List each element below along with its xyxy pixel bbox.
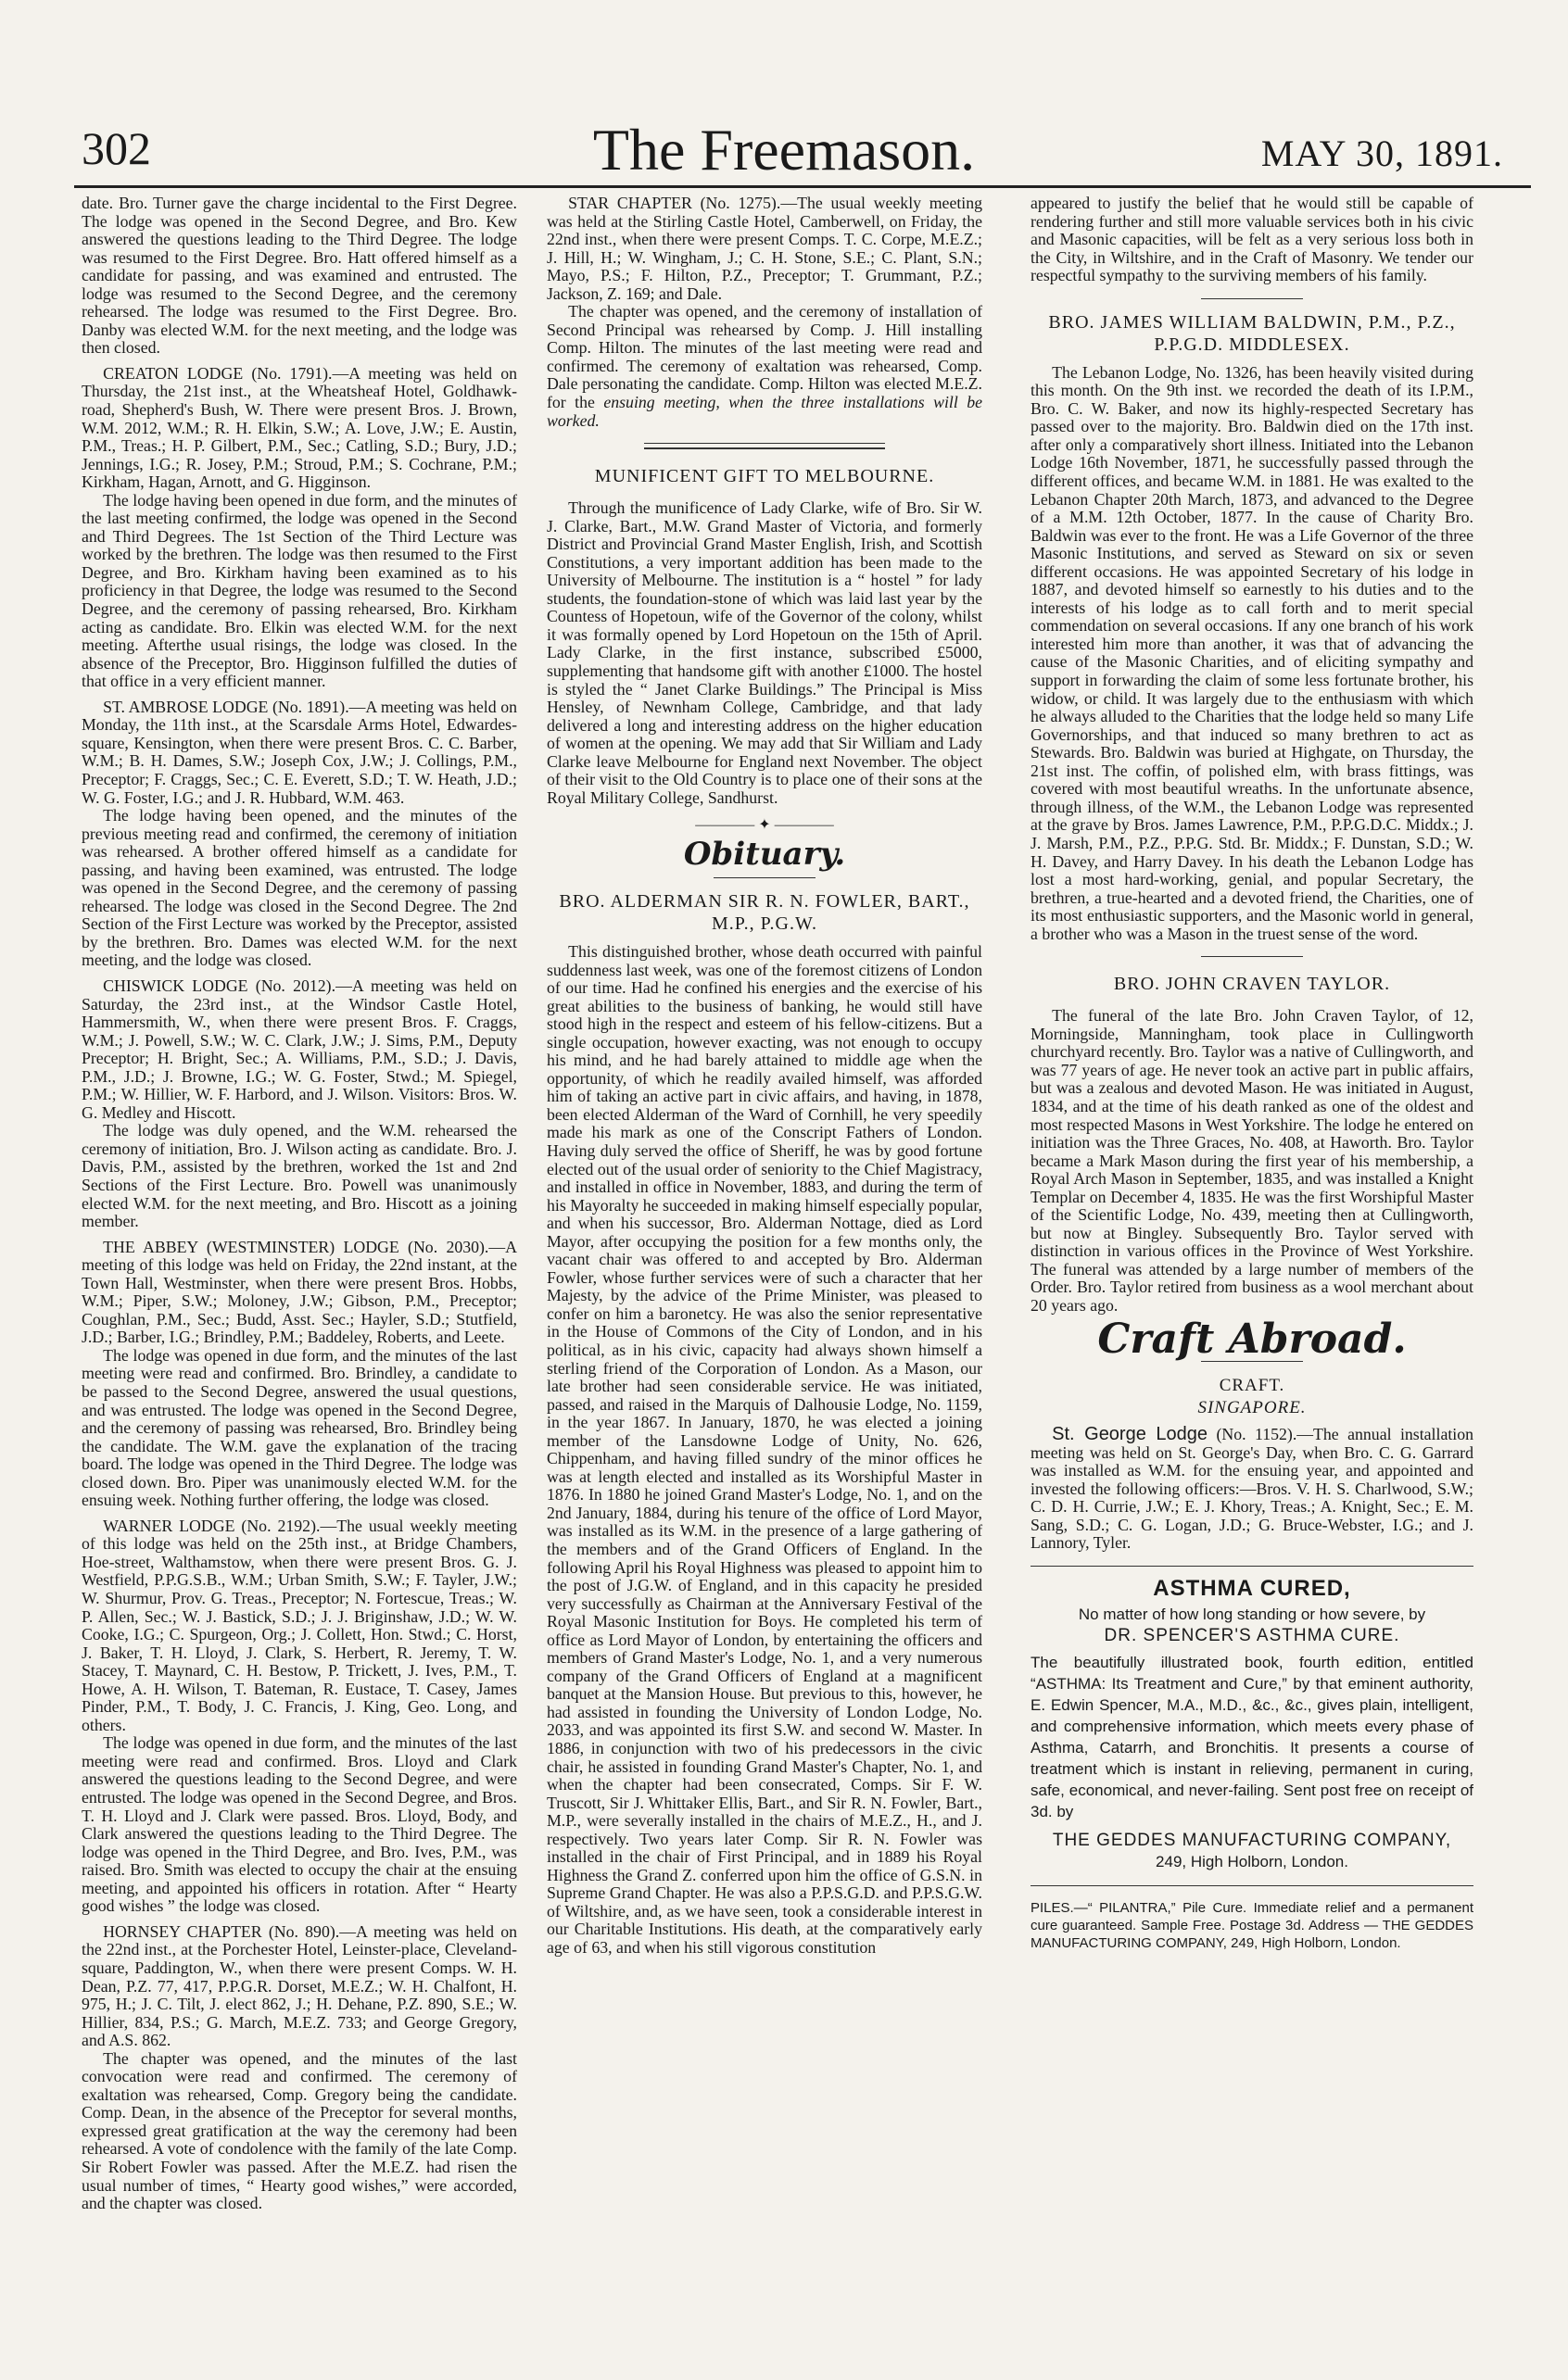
obituary-heading-fowler: BRO. ALDERMAN SIR R. N. FOWLER, BART.,: [559, 890, 970, 912]
divider: [1201, 956, 1303, 957]
article-text-italic: ensuing meeting, when the three installations will be worked.: [547, 393, 983, 430]
lodge-heading: CHISWICK LODGE (No. 2012).: [103, 976, 336, 995]
ad-body-text: The beautifully illustrated book, fourth edition, entitled “ASTHMA: Its Treatment and Cure,” by that eminent authority, E. Edwin Spencer, M.A., M.D., &c., &c., gives plain, intelligent, and comprehensive information, which meets every phase of Asthma, Catarrh, and Bronchitis. It presents a course of treatment which is instant in relieving, permanent in curing, safe, economical, and never-failing. Sent post free on receipt of 3d. by: [1031, 1653, 1473, 1820]
article-continuation: date. Bro. Turner gave the charge incidental to the First Degree. The lodge was opened in the Second Degree, and Bro. Kew answered the questions leading to the Third Degree. The lodge was resumed to the First Degree. Bro. Hatt offered himself as a candidate for passing, and was examined and entrusted. The lodge was resumed to the Second Degree, and the ceremony rehearsed. The lodge was resumed to the First Degree. Bro. Danby was elected W.M. for the next meeting, and the lodge was then closed.: [82, 194, 517, 358]
ad-line: DR. SPENCER'S ASTHMA CURE.: [1104, 1625, 1400, 1645]
header-rule: [74, 185, 1531, 188]
divider: [1031, 1885, 1473, 1886]
section-heading-obituary: Obituary.: [683, 835, 846, 873]
ornament-divider: ———— ✦ ————: [695, 817, 834, 834]
page-title: The Freemason.: [592, 117, 976, 183]
obituary-subheading-fowler: M.P., P.G.W.: [711, 913, 818, 934]
article-chiswick: [82, 977, 517, 1122]
article-paragraph: The lodge having been opened in due form, and the minutes of the last meeting confirmed, the lodge was opened in the Second and Third Degrees. The 1st Section of the Third Lecture was worked by the brethren. The lodge was then resumed to the First Degree, and Bro. Kirkham having been examined as to his proficiency in that Degree, the lodge was resumed to the Second Degree, and the ceremony of passing rehearsed, Bro. Kirkham acting as candidate. Bro. Elkin was elected W.M. for the next meeting. Afterthe usual risings, the lodge was closed. In the absence of the Preceptor, Bro. Higginson fulfilled the duties of that office in a very efficient manner.: [82, 490, 517, 691]
page-number: 302: [82, 122, 151, 174]
section-heading-craft-abroad: Craft Abroad.: [1097, 1315, 1407, 1363]
article-text: —The usual weekly meeting was held at the Stirling Castle Hotel, Camberwell, on Friday, the 22nd inst., when there were present Comps. T. C. Corpe, M.E.Z.; J. Hill, H.; W. Wingham, J.; C. H. Stone, S.E.; C. Plant, S.N.; Mayo, P.S.; F. Hilton, P.Z., Preceptor; T. Grummant, P.Z.; Jackson, Z. 169; and Dale.: [547, 194, 983, 303]
ad-company: THE GEDDES MANUFACTURING COMPANY,: [1052, 1830, 1452, 1850]
lodge-heading: THE ABBEY (WESTMINSTER) LODGE (No. 2030).: [103, 1237, 489, 1256]
article-continuation: appeared to justify the belief that he would still be capable of rendering further and still more valuable services both in his civic and Masonic capacities, will be felt as a very serious loss both in the City, in Wiltshire, and in the Craft of Masonry. We tender our respectful sympathy to the surviving members of his family.: [1031, 194, 1473, 285]
article-text: —A meeting was held on Monday, the 11th inst., at the Scarsdale Arms Hotel, Edwardes-square, Kensington, when there were present Bros. C. C. Barber, W.M.; B. H. Dames, S.W.; Joseph Cox, J.W.; J. Collings, P.M., Preceptor; F. Craggs, Sec.; C. E. Everett, S.D.; T. W. Heath, J.D.; W. G. Foster, I.G.; and J. R. Hubbard, W.M. 463.: [82, 697, 517, 807]
obituary-heading-baldwin: BRO. JAMES WILLIAM BALDWIN, P.M., P.Z.,: [1048, 311, 1456, 333]
article-warner: [82, 1517, 517, 1735]
ad-line: No matter of how long standing or how severe, by: [1078, 1605, 1426, 1623]
column-2: [547, 195, 982, 1958]
article-text: —A meeting of this lodge was held on Friday, the 22nd instant, at the Town Hall, Westminster, when there were present Bros. Hobbs, W.M.; Piper, S.W.; Moloney, J.W.; Gibson, P.M., Preceptor; Coughlan, P.M., Sec.; Budd, Asst. Sec.; Hayler, S.D.; Stutfield, J.D.; Barber, I.G.; Brindley, P.M.; Baddeley, Roberts, and Leete.: [82, 1237, 517, 1347]
article-paragraph: [547, 303, 982, 430]
article-paragraph: The funeral of the late Bro. John Craven Taylor, of 12, Morningside, Manningham, took place in Cullingworth churchyard recently. Bro. Taylor was a native of Cullingworth, and was 77 years of age. He never took an active part in public affairs, but was a zealous and devoted Mason. He was initiated in August, 1834, and at the time of his death ranked as one of the oldest and most respected Masons in West Yorkshire. The lodge he entered on initiation was the Three Graces, No. 408, at Haworth. Bro. Taylor became a Mark Mason during the first year of his membership, a Royal Arch Mason in September, 1835, and was installed a Knight Templar on December 4, 1835. He was the first Worshipful Master of the Scientific Lodge, No. 439, meeting then at Cullingworth, but now at Bingley. Subsequently Bro. Taylor served with distinction in various offices in the Province of West Yorkshire. The funeral was attended by a large number of members of the Order. Bro. Taylor retired from business as a wool merchant about 20 years ago.: [1031, 1006, 1473, 1315]
article-paragraph: Through the munificence of Lady Clarke, wife of Bro. Sir W. J. Clarke, Bart., M.W. Grand Master of Victoria, and formerly District and Provincial Grand Master English, Irish, and Scottish Constitutions, a very important addition has been made to the University of Melbourne. The institution is a “ hostel ” for lady students, the foundation-stone of which was laid last year by the Countess of Hopetoun, wife of the Governor of the colony, whilst it was formally opened by Lord Hopetoun on the 15th of April. Lady Clarke, in the first instance, subscribed £5000, supplementing that handsome gift with another £1000. The hostel is styled the “ Janet Clarke Buildings.” The Principal is Miss Hensley, of Newnham College, Cambridge, and that lady delivered a long and interesting address on the higher education of women at the opening. We may add that Sir William and Lady Clarke leave Melbourne for England next November. The object of their visit to the Old Country is to place one of their sons at the Royal Military College, Sandhurst.: [547, 498, 982, 807]
lodge-heading: St. George Lodge: [1052, 1424, 1208, 1445]
article-paragraph: The chapter was opened, and the minutes of the last convocation were read and confirmed. The ceremony of exaltation was rehearsed, Comp. Gregory being the candidate. Comp. Dean, in the absence of the Preceptor for several months, expressed great gratification at the way the ceremony had been rehearsed. A vote of condolence with the family of the late Comp. Sir Robert Fowler was passed. After the M.E.Z. had risen the usual number of times, “ Hearty good wishes,” were accorded, and the chapter was closed.: [82, 2048, 517, 2213]
article-star: [547, 195, 982, 303]
article-text: —A meeting was held on Thursday, the 21st inst., at the Wheatsheaf Hotel, Goldhawk-road, Shepherd's Bush, W. There were present Bros. J. Brown, W.M. 2012, W.M.; R. H. Elkin, S.W.; A. Love, J.W.; E. Austin, P.M., Treas.; H. P. Gilbert, P.M., Sec.; Catling, S.D.; Bury, J.D.; Jennings, I.G.; R. Josey, P.M.; Stroud, P.M.; S. Cochrane, P.M.; Kirkham, Hagan, Arnott, and G. Higginson.: [82, 363, 517, 492]
article-hornsey: [82, 1923, 517, 2050]
lodge-heading: HORNSEY CHAPTER (No. 890).: [103, 1921, 340, 1941]
article-paragraph: The lodge was opened in due form, and the minutes of the last meeting were read and confirmed. Bro. Brindley, a candidate to be passed to the Second Degree, answered the usual questions, and was entrusted. The lodge was opened in the Second Degree, and the ceremony of passing was rehearsed, Bro. Brindley being the candidate. The W.M. gave the explanation of the tracing board. The lodge was opened in the Third Degree. The lodge was closed down. Bro. Piper was unanimously elected W.M. for the ensuing week. Nothing further offering, the lodge was closed.: [82, 1345, 517, 1510]
article-text: —A meeting was held on Saturday, the 23rd inst., at the Windsor Castle Hotel, Hammersmith, W., when there were present Bros. F. Craggs, W.M.; J. Powell, S.W.; W. C. Clark, J.W.; J. Sims, P.M., Deputy Preceptor; H. Bright, Sec.; A. Williams, P.M., S.D.; J. Davis, P.M., J.D.; J. Browne, I.G.; W. G. Foster, Stwd.; M. Spiegel, P.M.; W. Hillier, W. F. Harbord, and J. Wilson. Visitors: Bros. W. G. Medley and Hiscott.: [82, 976, 518, 1122]
masthead: [37, 117, 1531, 185]
article-ambrose: [82, 699, 517, 807]
divider: [714, 877, 816, 878]
article-text: (No. 1152).—The annual installation meeting was held on St. George's Day, when Bro. C. G. Garrard was installed as W.M. for the ensuing year, and appointed and invested the following officers:—Bros. V. H. S. Charlwood, S.W.; C. D. H. Currie, J.W.; E. J. Khory, Treas.; A. Knight, Sec.; E. M. Sang, S.D.; C. G. Logan, J.D.; G. Bruce-Webster, I.G.; and J. Lannory, Tyler.: [1031, 1425, 1473, 1553]
article-paragraph: The lodge was duly opened, and the W.M. rehearsed the ceremony of initiation, Bro. J. Wilson acting as candidate. Bro. J. Davis, P.M., assisted by the brethren, worked the 1st and 2nd Sections of the First Lecture. Bro. Powell was unanimously elected W.M. for the next meeting, and Bro. Hiscott as a joining member.: [82, 1121, 517, 1231]
lodge-heading: STAR CHAPTER (No. 1275).: [568, 194, 781, 212]
article-paragraph: The lodge was opened in due form, and the minutes of the last meeting were read and confirmed. Bros. Lloyd and Clark answered the questions leading to the Second Degree, and were entrusted. The lodge was opened in the Second Degree, and Bros. T. H. Lloyd and J. Clark were passed. Bros. Lloyd, Body, and Clark answered the questions leading to the Third Degree. The lodge was opened in the Third Degree, and Bro. Ives, P.M., was raised. Bro. Smith was elected to occupy the chair at the ensuing meeting, and appointed his officers in rotation. After “ Hearty good wishes ” the lodge was closed.: [82, 1733, 517, 1916]
divider: [1031, 1566, 1473, 1567]
advertisement-asthma: [1031, 1604, 1473, 1872]
ad-body-text: PILES.—“ PILANTRA,” Pile Cure. Immediate relief and a permanent cure guaranteed. Sample Free. Postage 3d. Address — THE GEDDES MANUFACTURING COMPANY, 249, High Holborn, London.: [1031, 1899, 1473, 1951]
subheading-singapore: SINGAPORE.: [1197, 1397, 1307, 1417]
article-text: The chapter was opened, and the ceremony of installation of Second Principal was rehearsed by Comp. J. Hill installing Comp. Hilton. The minutes of the last meeting were read and confirmed. The ceremony of exaltation was rehearsed, Comp. Dale personating the candidate. Comp. Hilton was elected M.E.Z. for the: [547, 302, 982, 412]
lodge-heading: WARNER LODGE (No. 2192).: [103, 1516, 321, 1535]
subheading-craft: CRAFT.: [1219, 1376, 1285, 1396]
issue-date: MAY 30, 1891.: [1260, 132, 1503, 174]
article-creaton: [82, 365, 517, 492]
obituary-heading-taylor: BRO. JOHN CRAVEN TAYLOR.: [1113, 974, 1391, 995]
advertisement-piles: [1031, 1899, 1473, 1952]
article-paragraph: This distinguished brother, whose death occurred with painful suddenness last week, was one of the foremost citizens of London of our time. Had he confined his energies and the exercise of his great abilities to the business of banking, he would still have stood high in the respect and esteem of his fellow-citizens. But a single occupation, however exacting, was not enough to occupy his mind, and he had barely attained to middle age when the opportunity, of which he readily availed himself, was afforded him of taking an active part in civic affairs, and having, in 1878, been elected Alderman of the Ward of Cornhill, he very speedily made his mark as one of the Conscript Fathers of London. Having duly served the office of Sheriff, he was by good fortune elected out of the usual order of seniority to the Chief Magistracy, and installed in office in November, 1883, and during the term of his Mayoralty he succeeded in making himself especially popular, and when his successor, Bro. Alderman Nottage, died as Lord Mayor, after occupying the position for a few months only, the vacant chair was offered to and accepted by Bro. Alderman Fowler, whose further services were of such a character that her Majesty, by the advice of the Prime Minister, was pleased to confer on him a baronetcy. He was also the senior representative in the House of Commons of the City of London, and in his political, as in his civic, capacity had always shown himself a sterling friend of the Corporation of London. As a Mason, our late brother had seen considerable service. He was initiated, passed, and raised in the Marquis of Dalhousie Lodge, No. 1159, in the year 1867. In January, 1870, he was elected a joining member of the Lansdowne Lodge of Unity, No. 626, Chippenham, and having filled sundry of the minor offices he was at length elected and installed as its Worshipful Master in 1876. In 1880 he joined Grand Master's Lodge, No. 1, and on the 2nd January, 1884, during his tenure of the office of Lord Mayor, was installed as its W.M. in the presence of a large gathering of the members and of the Grand Officers of England. In the following April his Royal Highness was pleased to appoint him to the post of J.G.W. of England, and in this capacity he presided very successfully as Chairman at the Anniversary Festival of the Royal Masonic Institution for Boys. He completed his term of office as Lord Mayor of London, by entertaining the officers and members of Grand Master's Lodge, No. 1, and a very numerous company of the Grand Officers of England at a magnificent banquet at the Mansion House. But previous to this, however, he had assisted in founding the University of London Lodge, No. 2033, and was appointed its first S.W. and second W. Master. In 1886, in conjunction with two of his predecessors in the civic chair, he assisted in founding Grand Master's Chapter, No. 1, and when the chapter had been consecrated, Comps. Sir F. W. Truscott, Sir J. Whittaker Ellis, Bart., and Sir R. N. Fowler, Bart., M.P., were severally installed in the chairs of M.E.Z., H., and J. respectively. Two years later Comp. Sir R. N. Fowler was installed in the chair of First Principal, and in 1889 his Royal Highness the Grand Z. conferred upon him the office of G.S.N. in Supreme Grand Chapter. He was also a P.P.S.G.D. and P.P.S.G.W. of Wiltshire, and, as we have seen, took a considerable interest in our Charitable Institutions. His death, at the comparatively early age of 63, and when his still vigorous constitution: [547, 941, 982, 1958]
divider: [1201, 298, 1303, 299]
column-3: [1031, 195, 1473, 1952]
lodge-heading: ST. AMBROSE LODGE (No. 1891).: [103, 697, 349, 716]
article-paragraph: The Lebanon Lodge, No. 1326, has been heavily visited during this month. On the 9th inst. we recorded the death of its I.P.M., Bro. C. W. Baker, and now its highly-respected Secretary has passed over to the majority. Bro. Baldwin died on the 17th inst. after only a comparatively short illness. Initiated into the Lebanon Lodge 16th November, 1871, he successfully passed through the different offices, and became W.M. in 1881. He was exalted to the Lebanon Chapter 20th March, 1873, and advanced to the Degree of a M.M. 12th October, 1877. In the cause of Charity Bro. Baldwin was ever to the front. He was a Life Governor of the three Masonic Institutions, and served as Steward on six or seven different occasions. He was appointed Secretary of his lodge in 1887, and devoted himself so earnestly to his duties and to the interests of his lodge as to call forth and to merit special commendation on several occasions. If any one branch of his work interested him more than another, it was that of advancing the cause of the Masonic Charities, and of eliciting sympathy and support in forwarding the claim of some less fortunate brother, his widow, or child. It was largely due to the enthusiasm with which he always alluded to the Charities that the lodge held so many Life Governorships, and that induced so many brethren to act as Stewards. Bro. Baldwin was buried at Highgate, on Thursday, the 21st inst. The coffin, of polished elm, with brass fittings, was covered with most beautiful wreaths. In the unfortunate absence, through illness, of the W.M., the Lebanon Lodge was represented at the grave by Bros. James Lawrence, P.M., P.P.G.D.C. Middx.; J. J. Marsh, P.M., P.Z., P.P.G. Std. Br. Middx.; F. Dunstan, S.D.; W. H. Davey, and Harry Davey. In his death the Lebanon Lodge has lost a most hard-working, genial, and popular Secretary, the brethren, a true-hearted and a devoted friend, the Charities, one of its most enthusiastic supporters, and the Masonic world in general, a brother who was a Mason in the truest sense of the word.: [1031, 362, 1473, 943]
article-st-george: [1031, 1426, 1473, 1553]
article-abbey: [82, 1239, 517, 1347]
advertisement-title: ASTHMA CURED,: [1153, 1576, 1351, 1601]
section-heading-gift: MUNIFICENT GIFT TO MELBOURNE.: [594, 466, 935, 487]
ad-address: 249, High Holborn, London.: [1156, 1852, 1348, 1870]
article-paragraph: The lodge having been opened, and the minutes of the previous meeting read and confirmed, the ceremony of initiation was rehearsed. A brother offered himself as a candidate for passing, and having been examined, was entrusted. The lodge was opened in the Second Degree, and the ceremony of passing rehearsed. The lodge was closed in the Second Degree. The 2nd Section of the First Lecture was worked by the Preceptor, assisted by the brethren. Bro. Dames was elected W.M. for the next meeting, and the lodge was closed.: [82, 806, 517, 970]
article-text: —The usual weekly meeting of this lodge was held on the 25th inst., at Bridge Chambers, Hoe-street, Walthamstow, when there were present Bros. G. J. Westfield, P.P.G.S.B., W.M.; Urban Smith, S.W.; F. Tayler, J.W.; W. Shurmur, Prov. G. Treas., Preceptor; N. Fortescue, Treas.; W. P. Allen, Sec.; W. J. Bastick, S.D.; J. J. Briginshaw, J.D.; W. W. Cooke, I.G.; C. Spurgeon, Org.; J. Collett, Hon. Stwd.; C. Horst, J. Baker, T. H. Lloyd, J. Clark, S. Herbert, R. Jeremy, T. W. Stacey, T. Maynard, C. H. Bestow, P. Trickett, J. Ives, P.M., T. Howe, A. H. Wilson, T. Bateman, R. Eustace, T. Casey, James Pinder, P.M., T. Body, J. C. Francis, J. King, Geo. Long, and others.: [82, 1516, 518, 1734]
obituary-subheading-baldwin: P.P.G.D. MIDDLESEX.: [1154, 334, 1350, 355]
article-text: —A meeting was held on the 22nd inst., at the Porchester Hotel, Leinster-place, Cleveland-square, Paddington, W., when there were present Comps. W. H. Dean, P.Z. 77, 417, P.P.G.R. Dorset, M.E.Z.; W. H. Chalfont, H. 975, H.; J. C. Tilt, J. elect 862, J.; H. Dehane, P.Z. 890, S.E.; W. Hillier, 834, P.S.; G. March, M.E.Z. 733; and George Gregory, and A.S. 862.: [82, 1921, 517, 2050]
column-1: [82, 195, 517, 2213]
lodge-heading: CREATON LODGE (No. 1791).: [103, 363, 333, 383]
double-rule: [644, 443, 885, 449]
